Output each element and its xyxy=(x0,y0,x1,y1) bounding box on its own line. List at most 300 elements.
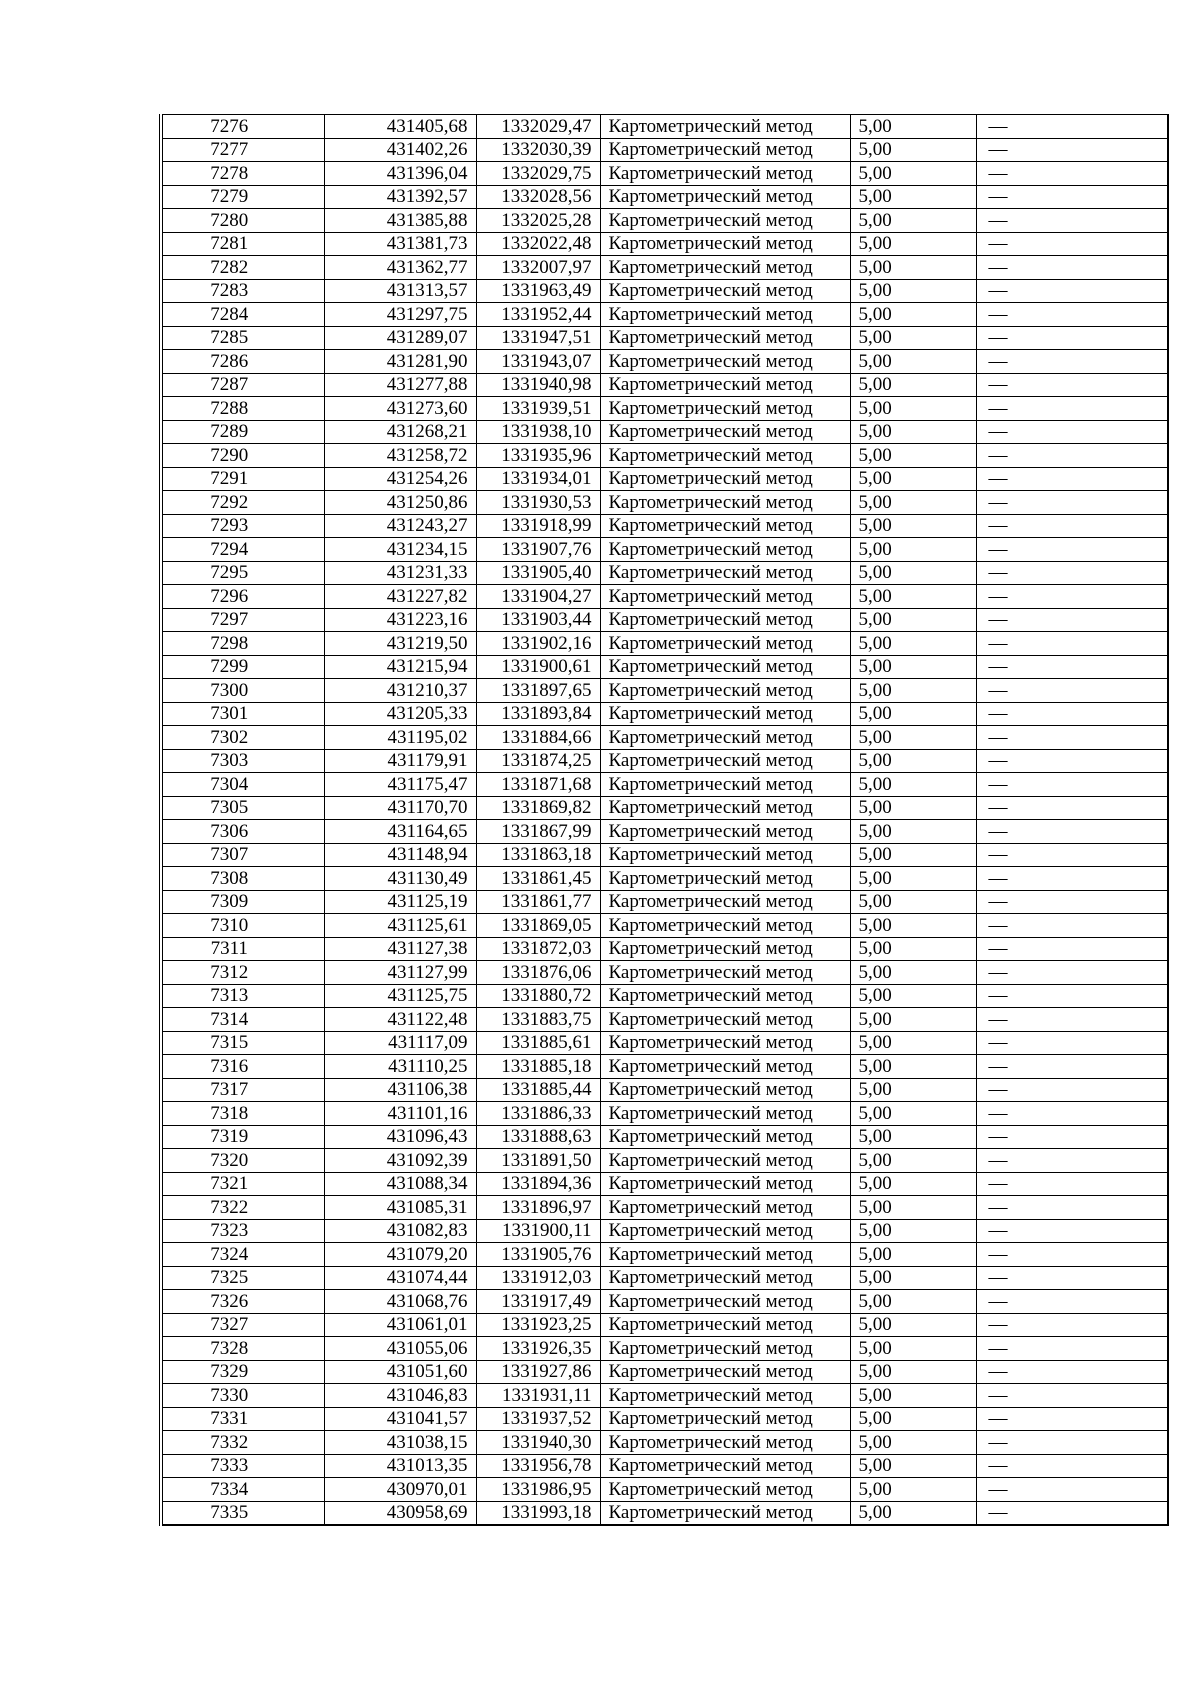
method-cell: Картометрический метод xyxy=(600,608,850,632)
description-cell: — xyxy=(976,1149,1168,1173)
description-cell: — xyxy=(976,914,1168,938)
accuracy-cell: 5,00 xyxy=(850,420,976,444)
table-row xyxy=(161,162,1168,186)
point-number-cell: 7279 xyxy=(161,185,324,209)
x-coordinate-cell: 431170,70 xyxy=(324,796,476,820)
method-cell: Картометрический метод xyxy=(600,1102,850,1126)
x-coordinate-cell: 431013,35 xyxy=(324,1454,476,1478)
y-coordinate-cell: 1331869,05 xyxy=(476,914,600,938)
description-cell: — xyxy=(976,1478,1168,1502)
x-coordinate-cell: 431243,27 xyxy=(324,514,476,538)
x-coordinate-cell: 431125,19 xyxy=(324,890,476,914)
point-number-cell: 7277 xyxy=(161,138,324,162)
table-row xyxy=(161,984,1168,1008)
y-coordinate-cell: 1332029,75 xyxy=(476,162,600,186)
method-cell: Картометрический метод xyxy=(600,1384,850,1408)
table-row xyxy=(161,655,1168,679)
x-coordinate-cell: 431268,21 xyxy=(324,420,476,444)
description-cell: — xyxy=(976,514,1168,538)
y-coordinate-cell: 1331986,95 xyxy=(476,1478,600,1502)
x-coordinate-cell: 431068,76 xyxy=(324,1290,476,1314)
accuracy-cell: 5,00 xyxy=(850,209,976,233)
accuracy-cell: 5,00 xyxy=(850,491,976,515)
x-coordinate-cell: 431096,43 xyxy=(324,1125,476,1149)
coordinates-table xyxy=(159,114,1169,1526)
description-cell: — xyxy=(976,467,1168,491)
point-number-cell: 7315 xyxy=(161,1031,324,1055)
description-cell: — xyxy=(976,843,1168,867)
point-number-cell: 7308 xyxy=(161,867,324,891)
description-cell: — xyxy=(976,326,1168,350)
y-coordinate-cell: 1331912,03 xyxy=(476,1266,600,1290)
method-cell: Картометрический метод xyxy=(600,820,850,844)
description-cell: — xyxy=(976,1501,1168,1525)
y-coordinate-cell: 1331876,06 xyxy=(476,961,600,985)
method-cell: Картометрический метод xyxy=(600,1125,850,1149)
y-coordinate-cell: 1331934,01 xyxy=(476,467,600,491)
method-cell: Картометрический метод xyxy=(600,1172,850,1196)
point-number-cell: 7330 xyxy=(161,1384,324,1408)
x-coordinate-cell: 431051,60 xyxy=(324,1360,476,1384)
y-coordinate-cell: 1331918,99 xyxy=(476,514,600,538)
x-coordinate-cell: 431106,38 xyxy=(324,1078,476,1102)
description-cell: — xyxy=(976,209,1168,233)
table-row xyxy=(161,1219,1168,1243)
method-cell: Картометрический метод xyxy=(600,1196,850,1220)
point-number-cell: 7314 xyxy=(161,1008,324,1032)
table-row xyxy=(161,538,1168,562)
x-coordinate-cell: 431179,91 xyxy=(324,749,476,773)
table-row xyxy=(161,679,1168,703)
y-coordinate-cell: 1331905,76 xyxy=(476,1243,600,1267)
x-coordinate-cell: 431250,86 xyxy=(324,491,476,515)
description-cell: — xyxy=(976,538,1168,562)
accuracy-cell: 5,00 xyxy=(850,115,976,139)
y-coordinate-cell: 1331893,84 xyxy=(476,702,600,726)
point-number-cell: 7320 xyxy=(161,1149,324,1173)
y-coordinate-cell: 1331880,72 xyxy=(476,984,600,1008)
accuracy-cell: 5,00 xyxy=(850,1102,976,1126)
accuracy-cell: 5,00 xyxy=(850,890,976,914)
method-cell: Картометрический метод xyxy=(600,1360,850,1384)
table-row xyxy=(161,350,1168,374)
method-cell: Картометрический метод xyxy=(600,326,850,350)
y-coordinate-cell: 1331891,50 xyxy=(476,1149,600,1173)
table-row xyxy=(161,209,1168,233)
table-row xyxy=(161,514,1168,538)
method-cell: Картометрический метод xyxy=(600,1243,850,1267)
x-coordinate-cell: 431110,25 xyxy=(324,1055,476,1079)
accuracy-cell: 5,00 xyxy=(850,1313,976,1337)
description-cell: — xyxy=(976,1078,1168,1102)
accuracy-cell: 5,00 xyxy=(850,1008,976,1032)
x-coordinate-cell: 431258,72 xyxy=(324,444,476,468)
x-coordinate-cell: 430958,69 xyxy=(324,1501,476,1525)
accuracy-cell: 5,00 xyxy=(850,1149,976,1173)
description-cell: — xyxy=(976,890,1168,914)
method-cell: Картометрический метод xyxy=(600,1031,850,1055)
point-number-cell: 7289 xyxy=(161,420,324,444)
accuracy-cell: 5,00 xyxy=(850,726,976,750)
method-cell: Картометрический метод xyxy=(600,961,850,985)
method-cell: Картометрический метод xyxy=(600,585,850,609)
x-coordinate-cell: 431297,75 xyxy=(324,303,476,327)
description-cell: — xyxy=(976,420,1168,444)
point-number-cell: 7329 xyxy=(161,1360,324,1384)
y-coordinate-cell: 1331885,61 xyxy=(476,1031,600,1055)
point-number-cell: 7334 xyxy=(161,1478,324,1502)
method-cell: Картометрический метод xyxy=(600,1078,850,1102)
table-row xyxy=(161,937,1168,961)
y-coordinate-cell: 1331885,18 xyxy=(476,1055,600,1079)
x-coordinate-cell: 431362,77 xyxy=(324,256,476,280)
method-cell: Картометрический метод xyxy=(600,867,850,891)
table-row xyxy=(161,467,1168,491)
x-coordinate-cell: 431175,47 xyxy=(324,773,476,797)
table-row xyxy=(161,608,1168,632)
point-number-cell: 7297 xyxy=(161,608,324,632)
method-cell: Картометрический метод xyxy=(600,1337,850,1361)
y-coordinate-cell: 1331897,65 xyxy=(476,679,600,703)
x-coordinate-cell: 431130,49 xyxy=(324,867,476,891)
x-coordinate-cell: 431210,37 xyxy=(324,679,476,703)
method-cell: Картометрический метод xyxy=(600,444,850,468)
accuracy-cell: 5,00 xyxy=(850,1055,976,1079)
y-coordinate-cell: 1331947,51 xyxy=(476,326,600,350)
x-coordinate-cell: 431085,31 xyxy=(324,1196,476,1220)
accuracy-cell: 5,00 xyxy=(850,820,976,844)
accuracy-cell: 5,00 xyxy=(850,937,976,961)
table-row xyxy=(161,749,1168,773)
table-row xyxy=(161,914,1168,938)
accuracy-cell: 5,00 xyxy=(850,914,976,938)
point-number-cell: 7313 xyxy=(161,984,324,1008)
method-cell: Картометрический метод xyxy=(600,420,850,444)
description-cell: — xyxy=(976,961,1168,985)
y-coordinate-cell: 1331907,76 xyxy=(476,538,600,562)
point-number-cell: 7283 xyxy=(161,279,324,303)
description-cell: — xyxy=(976,702,1168,726)
x-coordinate-cell: 431234,15 xyxy=(324,538,476,562)
method-cell: Картометрический метод xyxy=(600,209,850,233)
y-coordinate-cell: 1331931,11 xyxy=(476,1384,600,1408)
accuracy-cell: 5,00 xyxy=(850,1219,976,1243)
x-coordinate-cell: 431082,83 xyxy=(324,1219,476,1243)
point-number-cell: 7333 xyxy=(161,1454,324,1478)
y-coordinate-cell: 1331903,44 xyxy=(476,608,600,632)
y-coordinate-cell: 1331885,44 xyxy=(476,1078,600,1102)
table-row xyxy=(161,632,1168,656)
x-coordinate-cell: 431289,07 xyxy=(324,326,476,350)
table-row xyxy=(161,1266,1168,1290)
point-number-cell: 7305 xyxy=(161,796,324,820)
accuracy-cell: 5,00 xyxy=(850,1360,976,1384)
accuracy-cell: 5,00 xyxy=(850,1384,976,1408)
table-row xyxy=(161,1384,1168,1408)
accuracy-cell: 5,00 xyxy=(850,773,976,797)
point-number-cell: 7301 xyxy=(161,702,324,726)
accuracy-cell: 5,00 xyxy=(850,1172,976,1196)
description-cell: — xyxy=(976,397,1168,421)
description-cell: — xyxy=(976,162,1168,186)
table-row xyxy=(161,1478,1168,1502)
accuracy-cell: 5,00 xyxy=(850,585,976,609)
point-number-cell: 7312 xyxy=(161,961,324,985)
point-number-cell: 7331 xyxy=(161,1407,324,1431)
point-number-cell: 7304 xyxy=(161,773,324,797)
description-cell: — xyxy=(976,1008,1168,1032)
accuracy-cell: 5,00 xyxy=(850,350,976,374)
method-cell: Картометрический метод xyxy=(600,350,850,374)
accuracy-cell: 5,00 xyxy=(850,162,976,186)
y-coordinate-cell: 1331886,33 xyxy=(476,1102,600,1126)
x-coordinate-cell: 431215,94 xyxy=(324,655,476,679)
x-coordinate-cell: 431164,65 xyxy=(324,820,476,844)
y-coordinate-cell: 1331905,40 xyxy=(476,561,600,585)
description-cell: — xyxy=(976,115,1168,139)
point-number-cell: 7310 xyxy=(161,914,324,938)
description-cell: — xyxy=(976,749,1168,773)
table-row xyxy=(161,326,1168,350)
method-cell: Картометрический метод xyxy=(600,726,850,750)
table-row xyxy=(161,1149,1168,1173)
point-number-cell: 7306 xyxy=(161,820,324,844)
table-row xyxy=(161,420,1168,444)
accuracy-cell: 5,00 xyxy=(850,1407,976,1431)
point-number-cell: 7303 xyxy=(161,749,324,773)
table-row xyxy=(161,1055,1168,1079)
x-coordinate-cell: 431074,44 xyxy=(324,1266,476,1290)
x-coordinate-cell: 431055,06 xyxy=(324,1337,476,1361)
method-cell: Картометрический метод xyxy=(600,303,850,327)
y-coordinate-cell: 1332007,97 xyxy=(476,256,600,280)
table-row xyxy=(161,115,1168,139)
point-number-cell: 7286 xyxy=(161,350,324,374)
accuracy-cell: 5,00 xyxy=(850,256,976,280)
x-coordinate-cell: 431231,33 xyxy=(324,561,476,585)
table-body xyxy=(161,115,1168,1525)
accuracy-cell: 5,00 xyxy=(850,1478,976,1502)
y-coordinate-cell: 1331900,11 xyxy=(476,1219,600,1243)
y-coordinate-cell: 1331896,97 xyxy=(476,1196,600,1220)
y-coordinate-cell: 1331938,10 xyxy=(476,420,600,444)
method-cell: Картометрический метод xyxy=(600,467,850,491)
point-number-cell: 7282 xyxy=(161,256,324,280)
description-cell: — xyxy=(976,796,1168,820)
description-cell: — xyxy=(976,1313,1168,1337)
accuracy-cell: 5,00 xyxy=(850,796,976,820)
point-number-cell: 7288 xyxy=(161,397,324,421)
y-coordinate-cell: 1331888,63 xyxy=(476,1125,600,1149)
x-coordinate-cell: 431385,88 xyxy=(324,209,476,233)
y-coordinate-cell: 1331867,99 xyxy=(476,820,600,844)
accuracy-cell: 5,00 xyxy=(850,1243,976,1267)
y-coordinate-cell: 1331884,66 xyxy=(476,726,600,750)
y-coordinate-cell: 1332029,47 xyxy=(476,115,600,139)
x-coordinate-cell: 431088,34 xyxy=(324,1172,476,1196)
method-cell: Картометрический метод xyxy=(600,1313,850,1337)
y-coordinate-cell: 1331926,35 xyxy=(476,1337,600,1361)
accuracy-cell: 5,00 xyxy=(850,373,976,397)
description-cell: — xyxy=(976,867,1168,891)
x-coordinate-cell: 431125,61 xyxy=(324,914,476,938)
method-cell: Картометрический метод xyxy=(600,397,850,421)
y-coordinate-cell: 1331883,75 xyxy=(476,1008,600,1032)
point-number-cell: 7276 xyxy=(161,115,324,139)
point-number-cell: 7316 xyxy=(161,1055,324,1079)
method-cell: Картометрический метод xyxy=(600,655,850,679)
x-coordinate-cell: 431381,73 xyxy=(324,232,476,256)
accuracy-cell: 5,00 xyxy=(850,444,976,468)
table-row xyxy=(161,491,1168,515)
x-coordinate-cell: 431313,57 xyxy=(324,279,476,303)
method-cell: Картометрический метод xyxy=(600,1407,850,1431)
x-coordinate-cell: 431046,83 xyxy=(324,1384,476,1408)
accuracy-cell: 5,00 xyxy=(850,1290,976,1314)
method-cell: Картометрический метод xyxy=(600,749,850,773)
method-cell: Картометрический метод xyxy=(600,984,850,1008)
accuracy-cell: 5,00 xyxy=(850,1431,976,1455)
method-cell: Картометрический метод xyxy=(600,1501,850,1525)
x-coordinate-cell: 431392,57 xyxy=(324,185,476,209)
point-number-cell: 7298 xyxy=(161,632,324,656)
point-number-cell: 7287 xyxy=(161,373,324,397)
accuracy-cell: 5,00 xyxy=(850,961,976,985)
point-number-cell: 7309 xyxy=(161,890,324,914)
point-number-cell: 7294 xyxy=(161,538,324,562)
description-cell: — xyxy=(976,1407,1168,1431)
table-row xyxy=(161,373,1168,397)
method-cell: Картометрический метод xyxy=(600,1219,850,1243)
accuracy-cell: 5,00 xyxy=(850,679,976,703)
table-row xyxy=(161,1031,1168,1055)
point-number-cell: 7291 xyxy=(161,467,324,491)
table-row xyxy=(161,561,1168,585)
table-row xyxy=(161,1172,1168,1196)
y-coordinate-cell: 1331935,96 xyxy=(476,444,600,468)
y-coordinate-cell: 1331940,98 xyxy=(476,373,600,397)
description-cell: — xyxy=(976,1102,1168,1126)
table-row xyxy=(161,279,1168,303)
table-row xyxy=(161,843,1168,867)
y-coordinate-cell: 1332022,48 xyxy=(476,232,600,256)
description-cell: — xyxy=(976,373,1168,397)
accuracy-cell: 5,00 xyxy=(850,843,976,867)
point-number-cell: 7299 xyxy=(161,655,324,679)
accuracy-cell: 5,00 xyxy=(850,1078,976,1102)
method-cell: Картометрический метод xyxy=(600,914,850,938)
x-coordinate-cell: 431219,50 xyxy=(324,632,476,656)
method-cell: Картометрический метод xyxy=(600,256,850,280)
table-row xyxy=(161,867,1168,891)
method-cell: Картометрический метод xyxy=(600,632,850,656)
point-number-cell: 7323 xyxy=(161,1219,324,1243)
description-cell: — xyxy=(976,773,1168,797)
accuracy-cell: 5,00 xyxy=(850,538,976,562)
table-row xyxy=(161,585,1168,609)
description-cell: — xyxy=(976,655,1168,679)
description-cell: — xyxy=(976,1454,1168,1478)
method-cell: Картометрический метод xyxy=(600,937,850,961)
x-coordinate-cell: 431117,09 xyxy=(324,1031,476,1055)
y-coordinate-cell: 1331993,18 xyxy=(476,1501,600,1525)
x-coordinate-cell: 431101,16 xyxy=(324,1102,476,1126)
description-cell: — xyxy=(976,1360,1168,1384)
method-cell: Картометрический метод xyxy=(600,138,850,162)
method-cell: Картометрический метод xyxy=(600,185,850,209)
point-number-cell: 7327 xyxy=(161,1313,324,1337)
x-coordinate-cell: 431148,94 xyxy=(324,843,476,867)
description-cell: — xyxy=(976,1219,1168,1243)
x-coordinate-cell: 431273,60 xyxy=(324,397,476,421)
point-number-cell: 7325 xyxy=(161,1266,324,1290)
y-coordinate-cell: 1331874,25 xyxy=(476,749,600,773)
table-row xyxy=(161,397,1168,421)
table-row xyxy=(161,185,1168,209)
y-coordinate-cell: 1331927,86 xyxy=(476,1360,600,1384)
point-number-cell: 7300 xyxy=(161,679,324,703)
x-coordinate-cell: 431122,48 xyxy=(324,1008,476,1032)
y-coordinate-cell: 1331923,25 xyxy=(476,1313,600,1337)
x-coordinate-cell: 431041,57 xyxy=(324,1407,476,1431)
point-number-cell: 7332 xyxy=(161,1431,324,1455)
accuracy-cell: 5,00 xyxy=(850,1337,976,1361)
x-coordinate-cell: 431195,02 xyxy=(324,726,476,750)
description-cell: — xyxy=(976,256,1168,280)
point-number-cell: 7292 xyxy=(161,491,324,515)
description-cell: — xyxy=(976,185,1168,209)
description-cell: — xyxy=(976,350,1168,374)
table-row xyxy=(161,1290,1168,1314)
x-coordinate-cell: 431092,39 xyxy=(324,1149,476,1173)
y-coordinate-cell: 1331963,49 xyxy=(476,279,600,303)
table-row xyxy=(161,232,1168,256)
y-coordinate-cell: 1331871,68 xyxy=(476,773,600,797)
point-number-cell: 7318 xyxy=(161,1102,324,1126)
accuracy-cell: 5,00 xyxy=(850,1266,976,1290)
table-row xyxy=(161,444,1168,468)
accuracy-cell: 5,00 xyxy=(850,749,976,773)
table-row xyxy=(161,961,1168,985)
point-number-cell: 7280 xyxy=(161,209,324,233)
y-coordinate-cell: 1331956,78 xyxy=(476,1454,600,1478)
x-coordinate-cell: 431402,26 xyxy=(324,138,476,162)
y-coordinate-cell: 1331902,16 xyxy=(476,632,600,656)
description-cell: — xyxy=(976,937,1168,961)
y-coordinate-cell: 1332028,56 xyxy=(476,185,600,209)
accuracy-cell: 5,00 xyxy=(850,326,976,350)
accuracy-cell: 5,00 xyxy=(850,514,976,538)
point-number-cell: 7295 xyxy=(161,561,324,585)
method-cell: Картометрический метод xyxy=(600,1290,850,1314)
description-cell: — xyxy=(976,444,1168,468)
x-coordinate-cell: 431127,99 xyxy=(324,961,476,985)
accuracy-cell: 5,00 xyxy=(850,1125,976,1149)
description-cell: — xyxy=(976,1266,1168,1290)
y-coordinate-cell: 1331863,18 xyxy=(476,843,600,867)
accuracy-cell: 5,00 xyxy=(850,1501,976,1525)
accuracy-cell: 5,00 xyxy=(850,561,976,585)
y-coordinate-cell: 1332030,39 xyxy=(476,138,600,162)
accuracy-cell: 5,00 xyxy=(850,467,976,491)
method-cell: Картометрический метод xyxy=(600,115,850,139)
y-coordinate-cell: 1331869,82 xyxy=(476,796,600,820)
x-coordinate-cell: 431038,15 xyxy=(324,1431,476,1455)
accuracy-cell: 5,00 xyxy=(850,632,976,656)
table-row xyxy=(161,773,1168,797)
accuracy-cell: 5,00 xyxy=(850,303,976,327)
description-cell: — xyxy=(976,232,1168,256)
